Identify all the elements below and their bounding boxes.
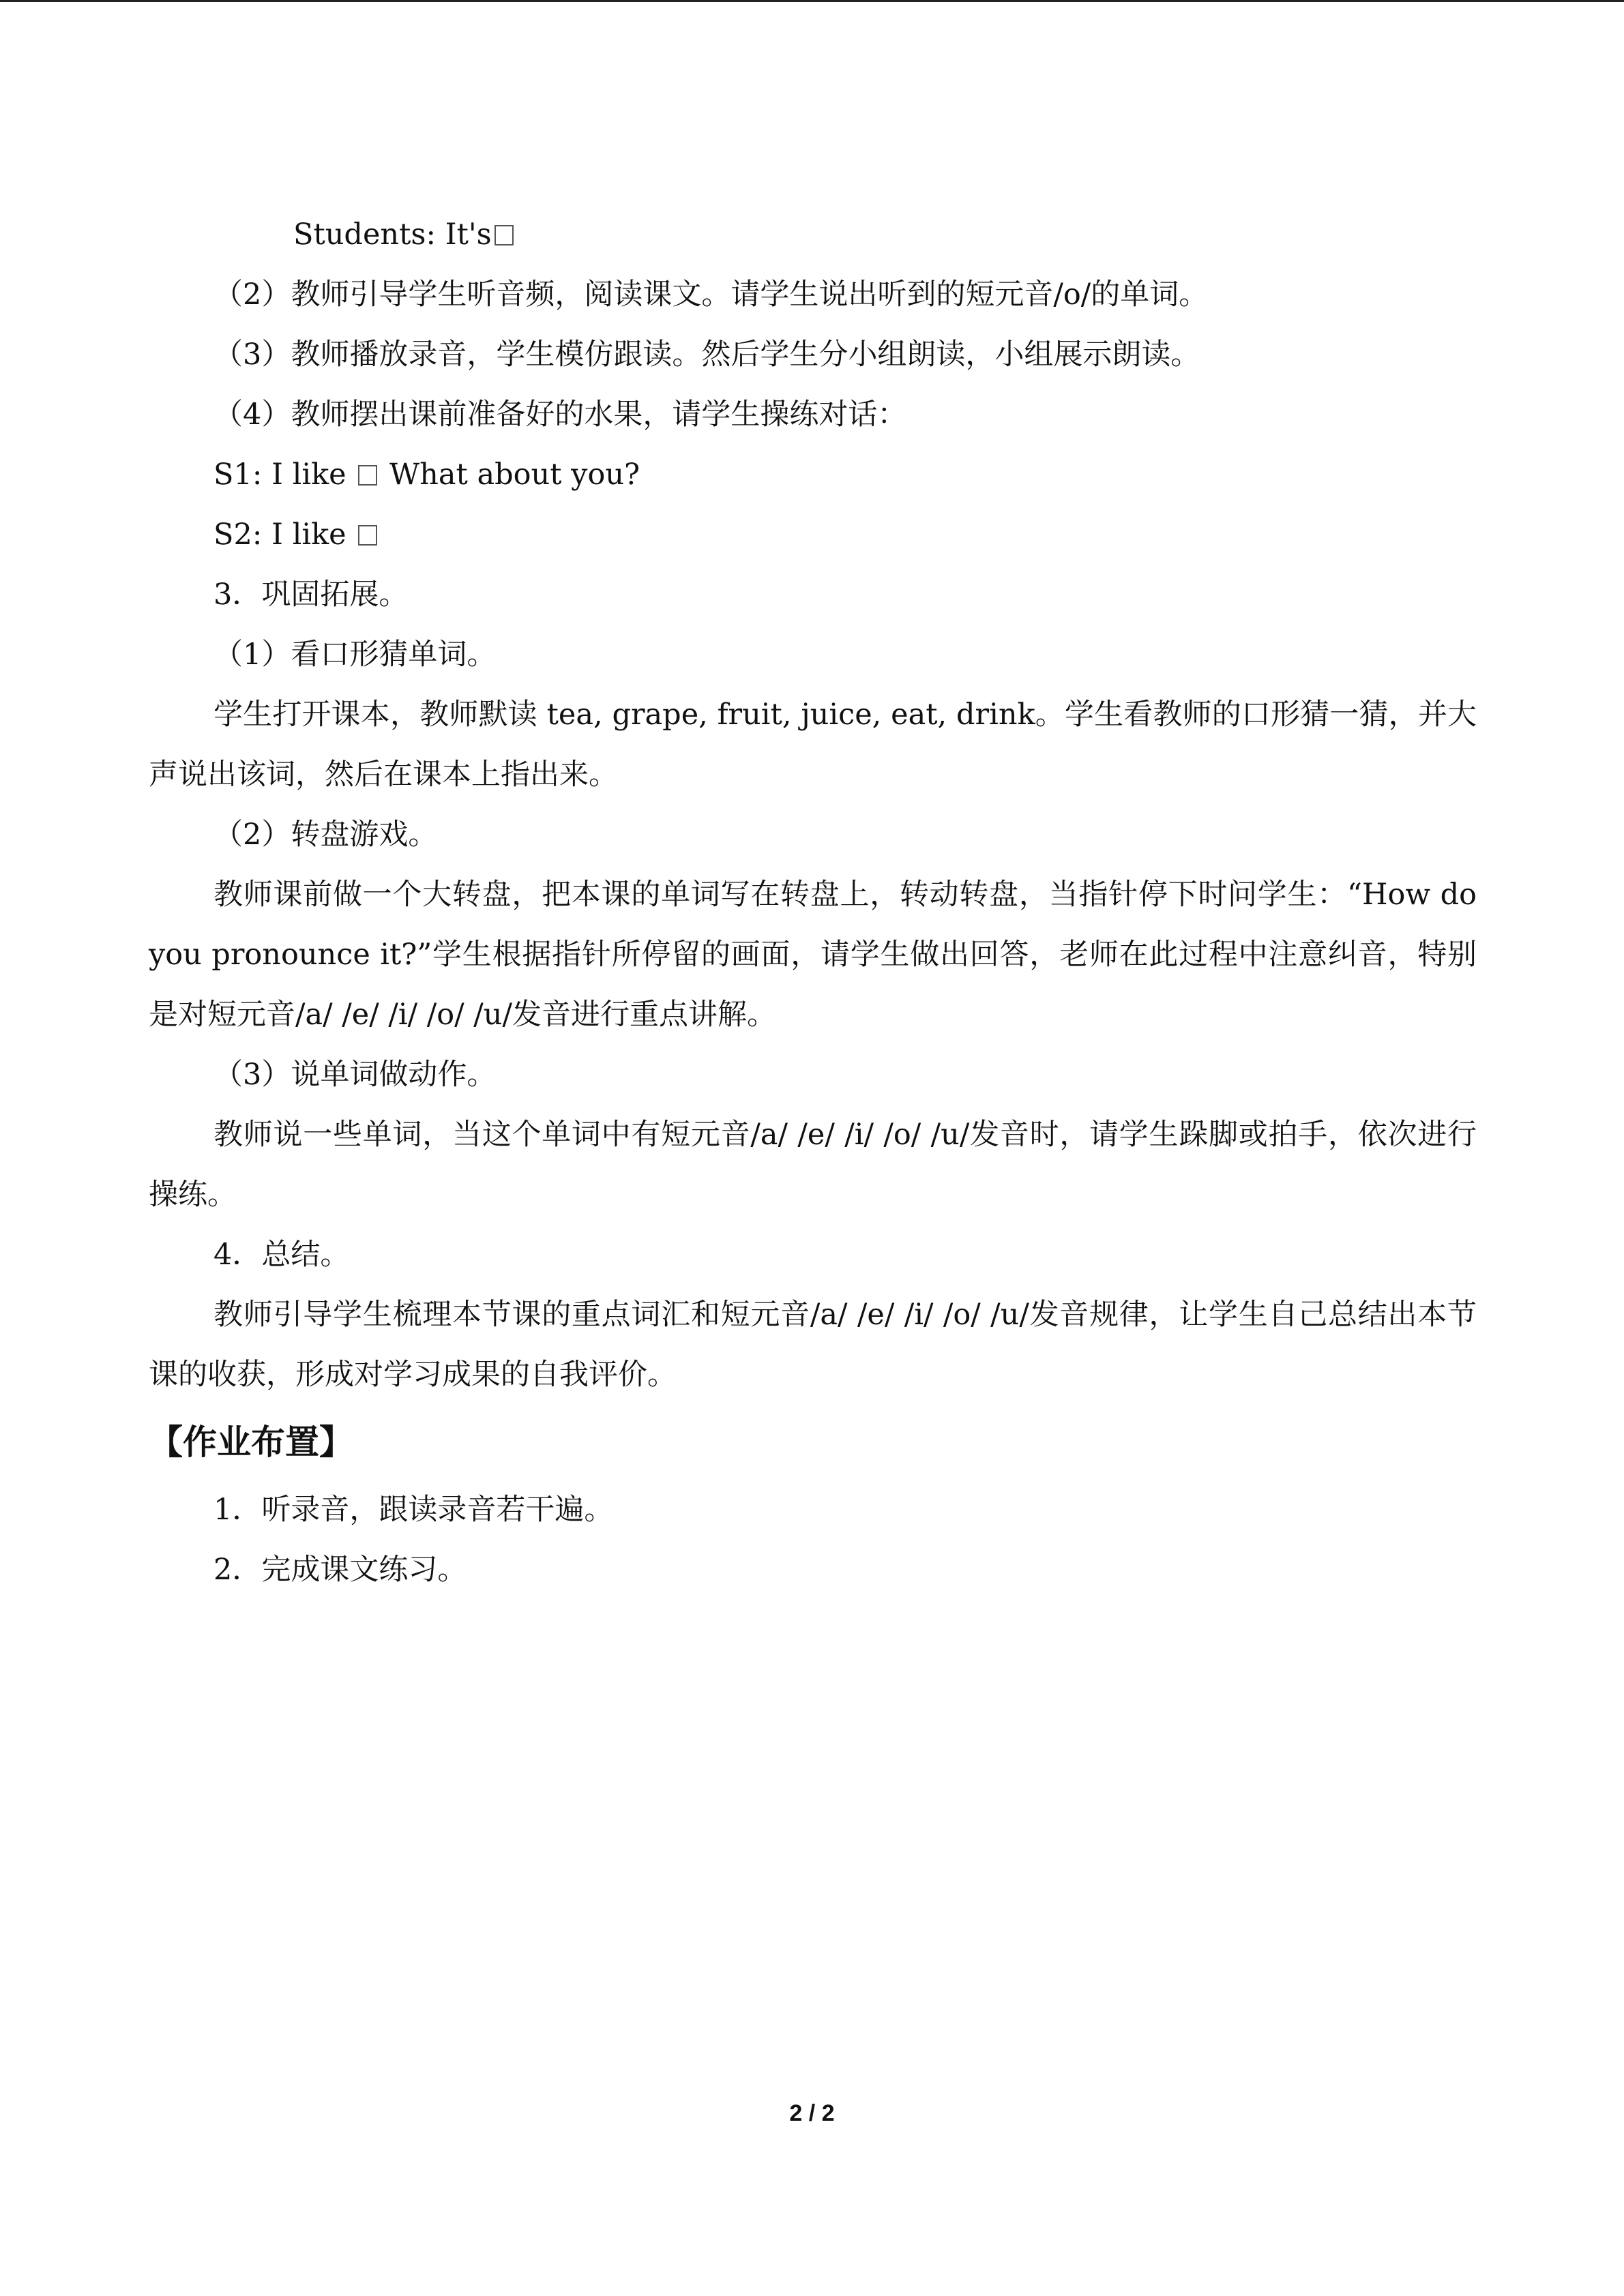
s1-text-b: What about you?	[389, 458, 640, 492]
part-3-3-paragraph: 教师说一些单词，当这个单词中有短元音/a/ /e/ /i/ /o/ /u/发音时，请学生跺脚或拍手，依次进行操练。	[149, 1118, 1477, 1212]
part-3-3-heading: （3）说单词做动作。	[213, 1058, 497, 1092]
top-border-rule	[0, 0, 1624, 2]
step-2: （2）教师引导学生听音频，阅读课文。请学生说出听到的短元音/o/的单词。	[213, 278, 1209, 312]
part-3-1-paragraph: 学生打开课本，教师默读 tea, grape, fruit, juice, eat, drink。学生看教师的口形猜一猜，并大声说出该词，然后在课本上指出来。	[149, 698, 1477, 792]
homework-heading: 【作业布置】	[149, 1422, 353, 1462]
part-3-2-paragraph: 教师课前做一个大转盘，把本课的单词写在转盘上，转动转盘，当指针停下时问学生：“How do you pronounce it?”学生根据指针所停留的画面，请学生做出回答，老师在此过程中注意纠音，特别是对短元音/a/ /e/ /i/ /o/ /u/发音进行重点讲解。	[149, 878, 1477, 1032]
part-3-heading: 3．巩固拓展。	[213, 578, 409, 612]
step-4: （4）教师摆出课前准备好的水果，请学生操练对话：	[213, 398, 907, 432]
part-3-1-heading: （1）看口形猜单词。	[213, 638, 497, 672]
blank-box-icon	[358, 525, 377, 546]
students-response-line	[149, 205, 1477, 265]
step-3: （3）教师播放录音，学生模仿跟读。然后学生分小组朗读，小组展示朗读。	[213, 338, 1200, 372]
document-body	[149, 205, 1477, 1600]
students-its-text: Students: It's	[293, 218, 492, 252]
s1-text-a: S1: I like	[213, 458, 346, 492]
blank-box-icon	[358, 465, 377, 486]
homework-item-2: 2．完成课文练习。	[213, 1553, 467, 1587]
page-number: 2 / 2	[789, 2100, 835, 2126]
homework-item-1: 1．听录音，跟读录音若干遍。	[213, 1493, 614, 1527]
blank-box-icon	[494, 225, 514, 245]
dialogue-s1	[149, 445, 1477, 505]
dialogue-s2	[149, 505, 1477, 565]
part-4-paragraph: 教师引导学生梳理本节课的重点词汇和短元音/a/ /e/ /i/ /o/ /u/发音规律，让学生自己总结出本节课的收获，形成对学习成果的自我评价。	[149, 1298, 1477, 1392]
part-3-2-heading: （2）转盘游戏。	[213, 818, 438, 852]
part-4-heading: 4．总结。	[213, 1238, 350, 1272]
s2-text: S2: I like	[213, 518, 346, 552]
